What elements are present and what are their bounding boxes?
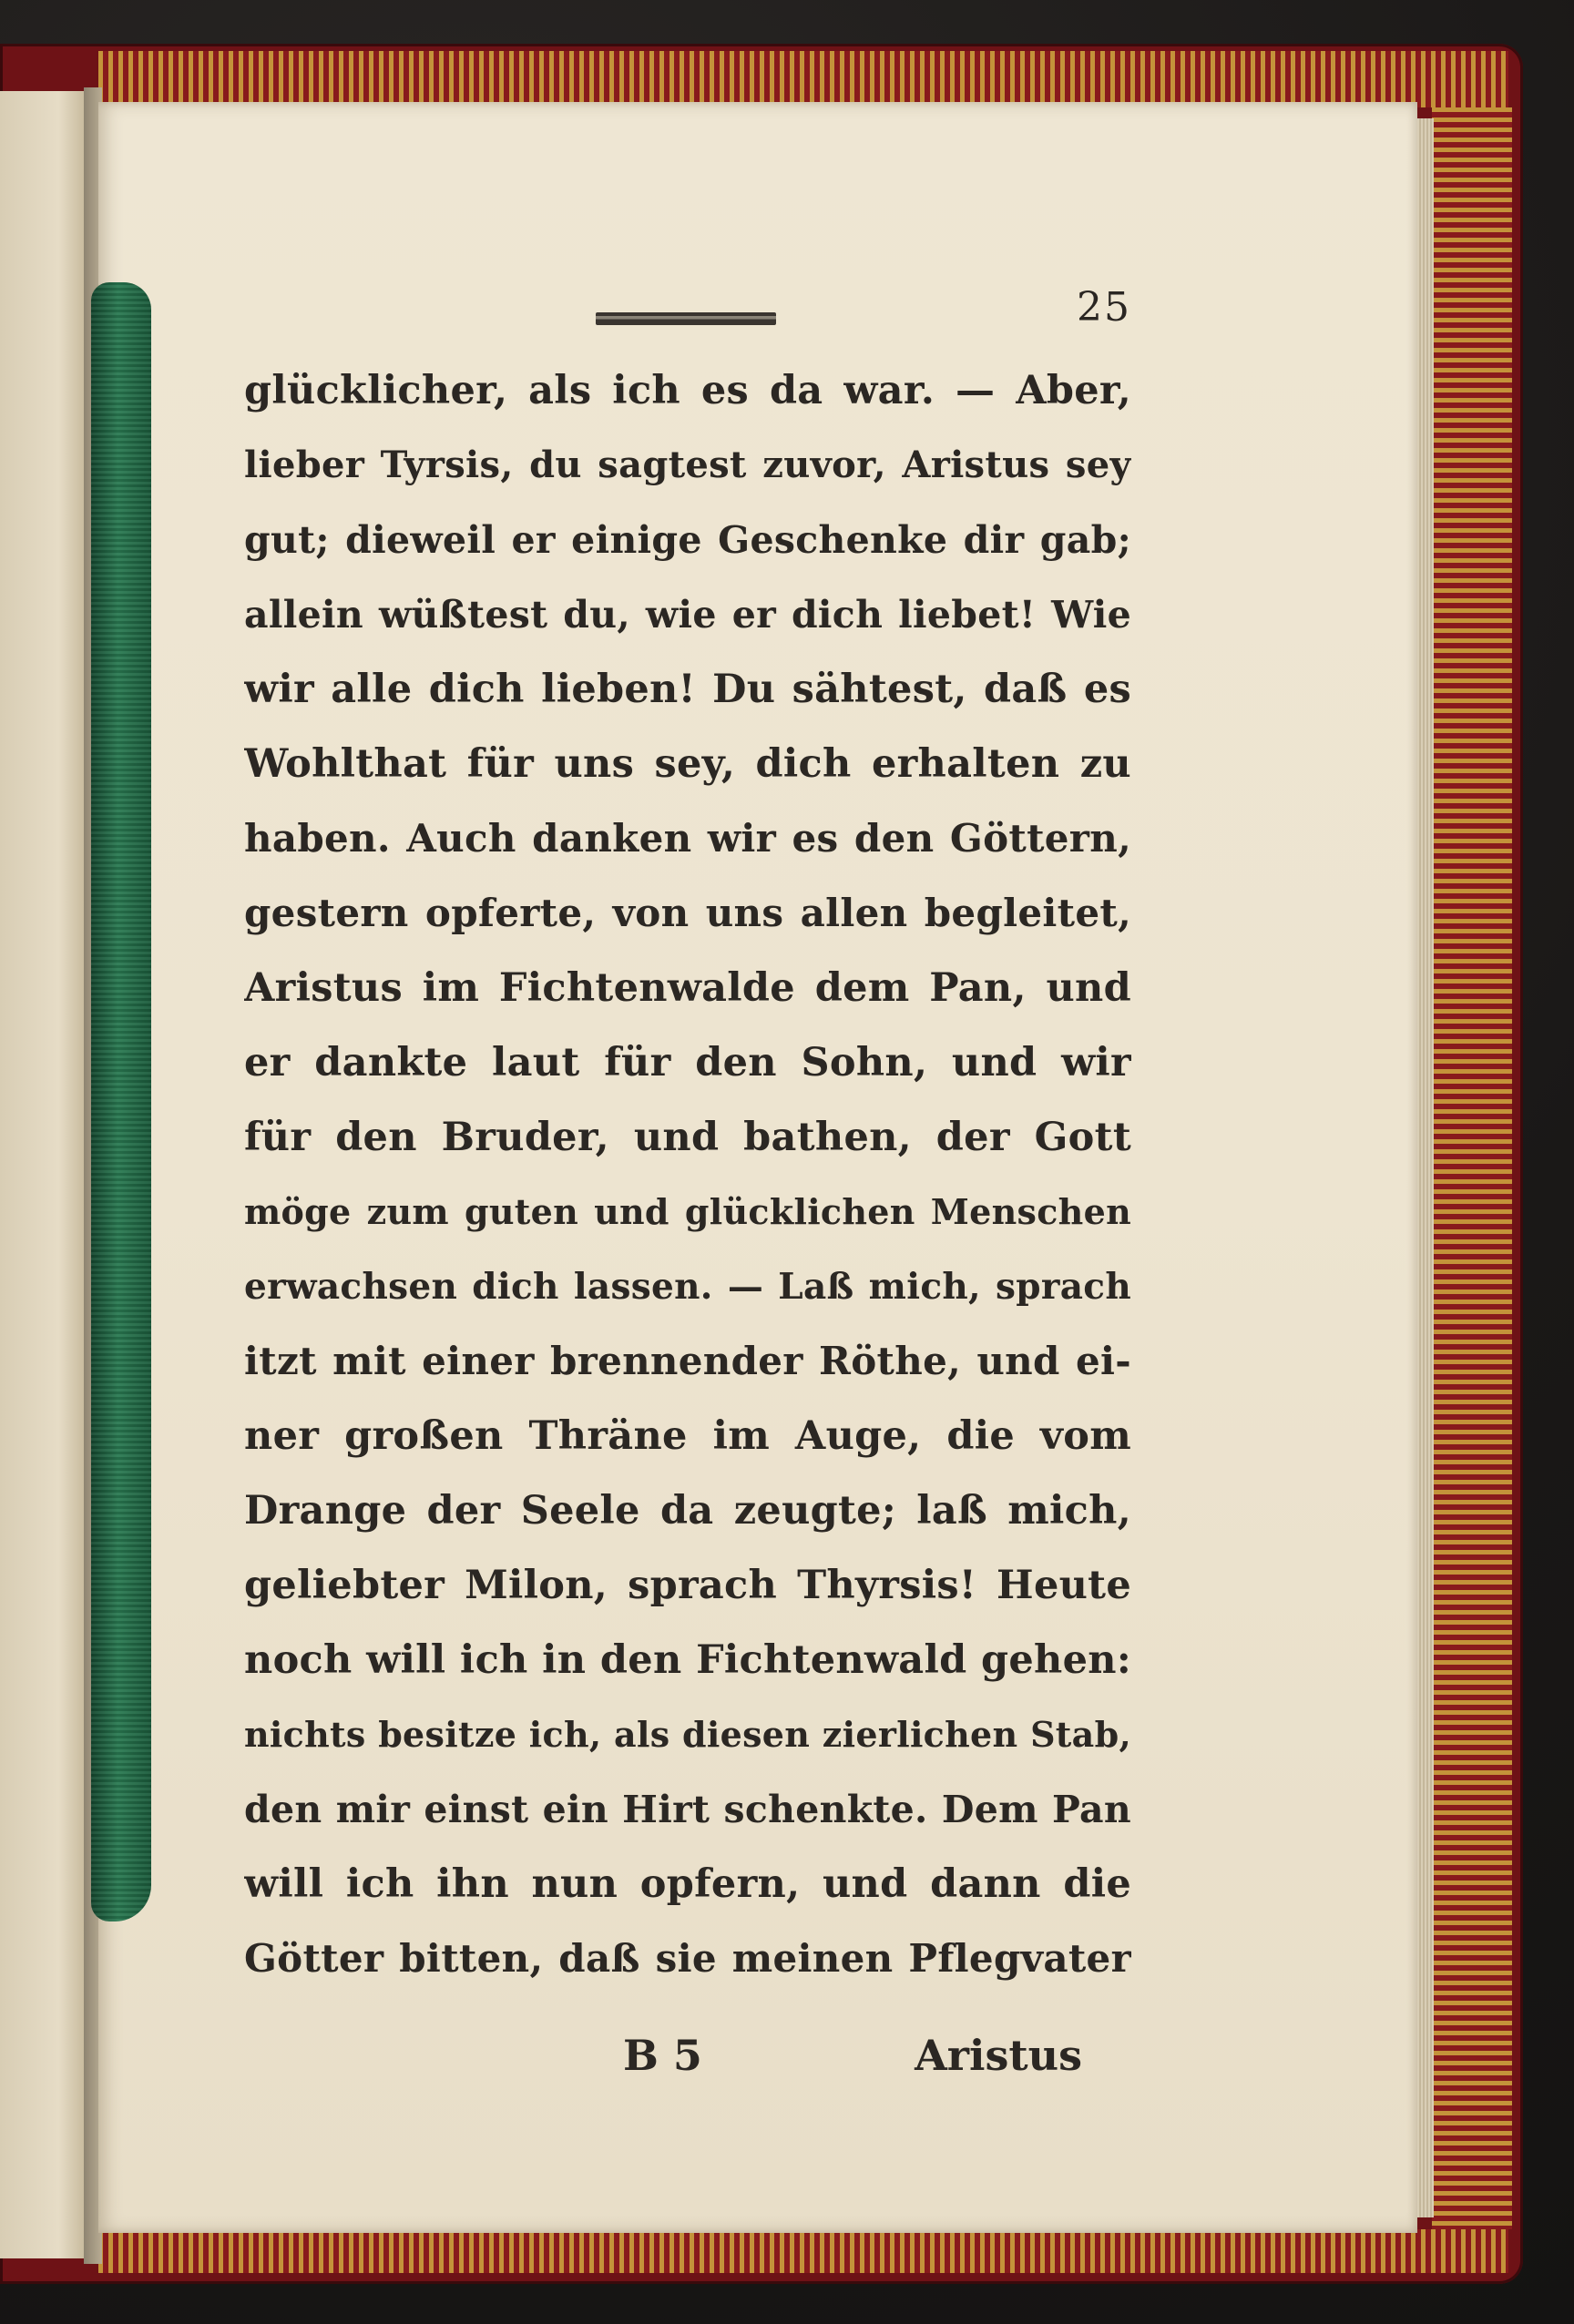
text-line: glücklicher, als ich es da war. — Aber,	[244, 368, 1131, 413]
text-line: allein wüßtest du, wie er dich liebet! Wie	[244, 593, 1131, 637]
gilt-page-edge-top	[98, 51, 1508, 107]
text-line: nichts besitze ich, als diesen zierlichen Stab,	[244, 1714, 1131, 1755]
text-line: erwachsen dich lassen. — Laß mich, sprach	[244, 1266, 1131, 1308]
text-line: Aristus im Fichtenwalde dem Pan, und	[244, 965, 1131, 1011]
text-line: den mir einst ein Hirt schenkte. Dem Pan	[244, 1788, 1131, 1831]
body-text	[244, 353, 1131, 1996]
text-line: möge zum guten und glücklichen Menschen	[244, 1191, 1131, 1232]
text-line: gestern opferte, von uns allen begleitet,	[244, 891, 1131, 935]
page-stack-edge	[1417, 118, 1434, 2217]
text-line: Götter bitten, daß sie meinen Pflegvater	[244, 1936, 1131, 1981]
signature-mark: B 5	[623, 2031, 702, 2080]
header-rule	[596, 312, 776, 325]
text-line: lieber Tyrsis, du sagtest zuvor, Aristus sey	[244, 443, 1131, 486]
text-line: gut; dieweil er einige Geschenke dir gab;	[244, 518, 1131, 562]
text-line: noch will ich in den Fichtenwald gehen:	[244, 1637, 1131, 1683]
facing-page-left	[0, 91, 84, 2258]
text-line: Wohlthat für uns sey, dich erhalten zu	[244, 741, 1131, 787]
text-line: haben. Auch danken wir es den Göttern,	[244, 816, 1131, 861]
text-line: ner großen Thräne im Auge, die vom	[244, 1413, 1131, 1459]
gilt-page-edge-bottom	[98, 2229, 1508, 2273]
text-line: geliebter Milon, sprach Thyrsis! Heute	[244, 1563, 1131, 1608]
text-line: wir alle dich lieben! Du sähtest, daß es	[244, 667, 1131, 712]
text-line: für den Bruder, und bathen, der Gott	[244, 1115, 1131, 1160]
page-number: 25	[1077, 284, 1131, 331]
catchword: Aristus	[915, 2031, 1082, 2080]
page-footer	[244, 2023, 1131, 2087]
text-line: Drange der Seele da zeugte; laß mich,	[244, 1488, 1131, 1534]
text-line: er dankte laut für den Sohn, und wir	[244, 1040, 1131, 1086]
text-line: itzt mit einer brennender Röthe, und ei-	[244, 1339, 1131, 1383]
bookmark-ribbon	[91, 282, 151, 1921]
text-line: will ich ihn nun opfern, und dann die	[244, 1861, 1131, 1907]
gilt-page-edge-right	[1432, 107, 1512, 2229]
